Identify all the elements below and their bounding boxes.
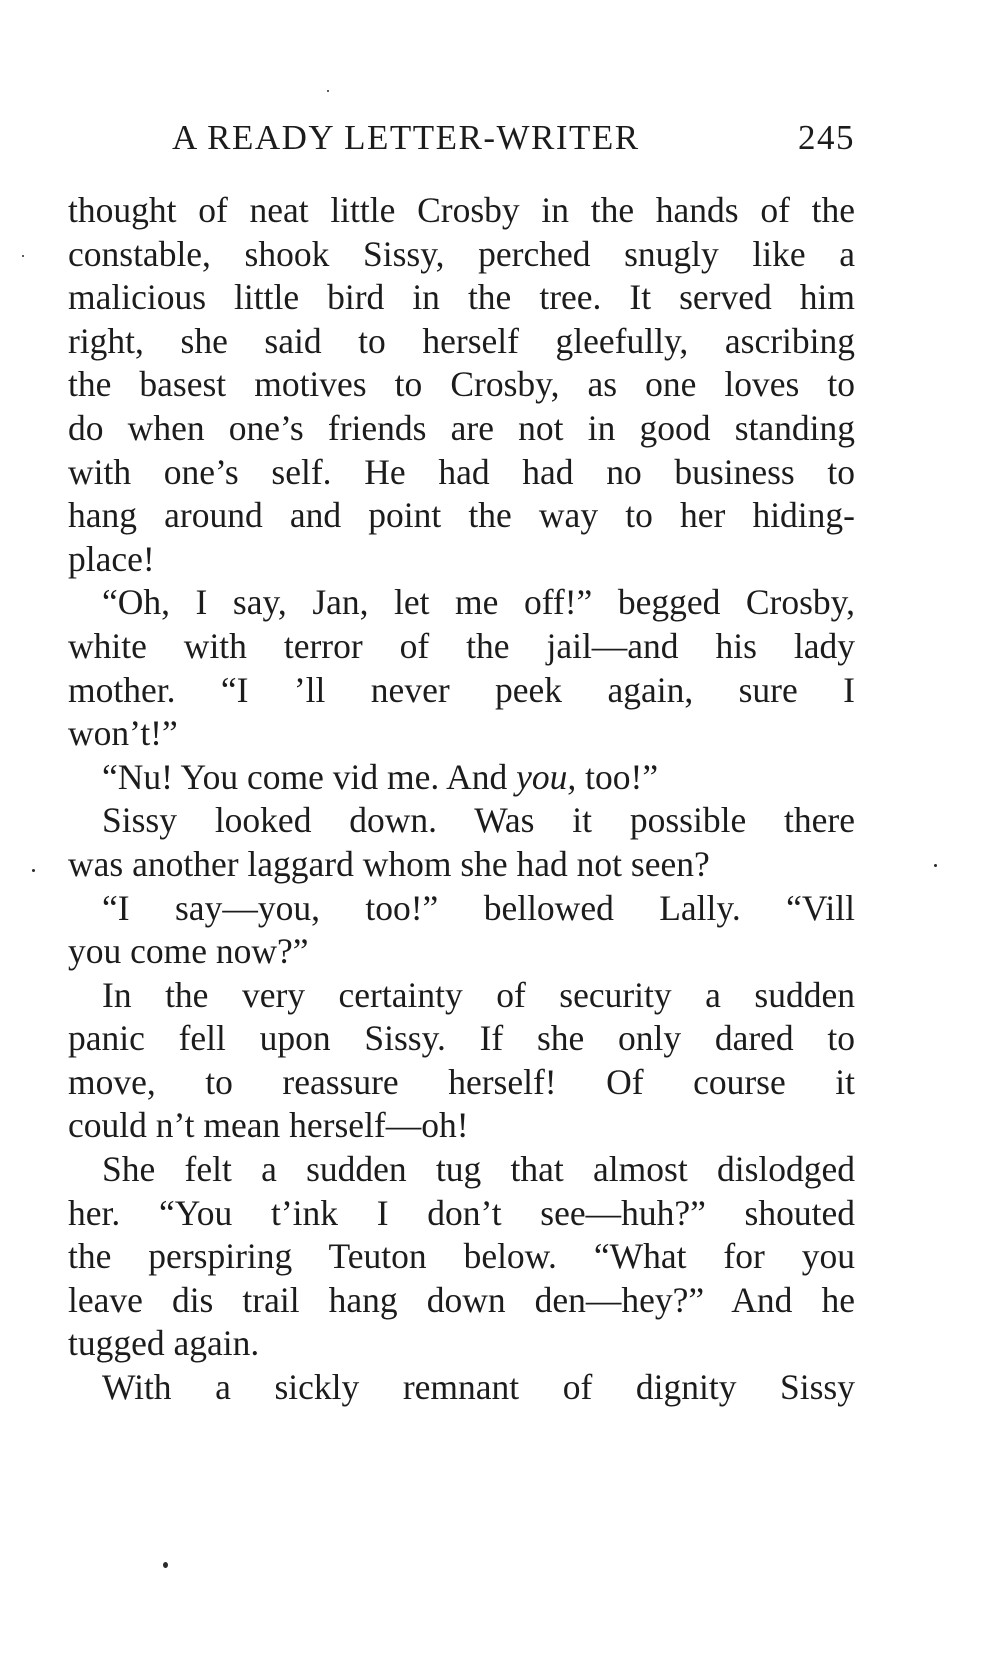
page-number: 245	[798, 118, 855, 157]
text-line: leave dis trail hang down den—hey?” And he	[68, 1279, 855, 1320]
scan-speck	[32, 869, 35, 872]
scan-speck	[934, 864, 937, 867]
italic-emphasis: you,	[516, 756, 577, 797]
text-line: right, she said to herself gleefully, ascribing	[68, 320, 855, 361]
text-line: move, to reassure herself! Of course it	[68, 1061, 855, 1102]
text-line: malicious little bird in the tree. It served him	[68, 277, 855, 318]
text-line: do when one’s friends are not in good standing	[68, 407, 855, 448]
scan-speck	[22, 255, 24, 257]
text-line: was another laggard whom she had not seen?	[68, 843, 710, 884]
text-line: hang around and point the way to her hiding-	[68, 495, 855, 536]
text-line: In the very certainty of security a sudden	[102, 974, 855, 1015]
text-line: could n’t mean herself—oh!	[68, 1105, 469, 1146]
text-line: white with terror of the jail—and his lady	[68, 625, 855, 666]
text-line: panic fell upon Sissy. If she only dared to	[68, 1018, 855, 1059]
text-line: her. “You t’ink I don’t see—huh?” shouted	[68, 1192, 855, 1233]
text-line: “Oh, I say, Jan, let me off!” begged Crosby,	[102, 582, 855, 623]
text-segment: “Nu! You come vid me. And	[102, 756, 508, 797]
text-line: tugged again.	[68, 1323, 260, 1364]
text-line: won’t!”	[68, 713, 178, 754]
text-line: “I say—you, too!” bellowed Lally. “Vill	[102, 887, 855, 928]
running-title: A READY LETTER-WRITER	[172, 118, 640, 157]
text-line: place!	[68, 538, 155, 579]
text-line: mother. “I ’ll never peek again, sure I	[68, 669, 855, 710]
text-line: Sissy looked down. Was it possible there	[102, 800, 855, 841]
text-line: constable, shook Sissy, perched snugly like a	[68, 233, 855, 274]
text-line: you come now?”	[68, 931, 309, 972]
text-line: with one’s self. He had had no business to	[68, 451, 855, 492]
scan-speck	[163, 1562, 168, 1568]
body-text	[68, 189, 855, 1410]
running-head	[172, 116, 855, 160]
text-line: the perspiring Teuton below. “What for you	[68, 1236, 855, 1277]
scan-speck	[327, 90, 329, 92]
text-line: thought of neat little Crosby in the hands of the	[68, 190, 855, 230]
text-segment: too!”	[585, 756, 659, 797]
text-line: She felt a sudden tug that almost dislodged	[102, 1149, 855, 1190]
text-line: the basest motives to Crosby, as one loves to	[68, 364, 855, 405]
text-line: With a sickly remnant of dignity Sissy	[102, 1367, 855, 1408]
text-line-dialogue	[68, 756, 855, 800]
